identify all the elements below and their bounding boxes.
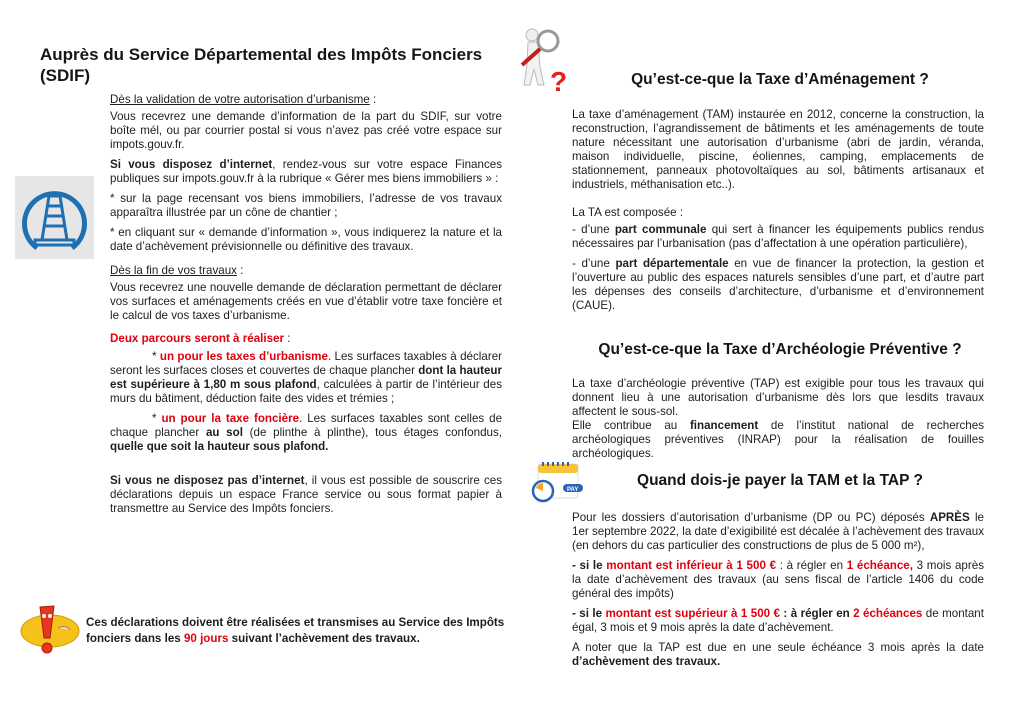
no-internet-para: Si vous ne disposez pas d’internet, il vous est possible de souscrire ces déclarations depuis un espace France service ou sous format papier à transmettre au Service des Impôts fonciers.: [110, 474, 502, 515]
ta-composition: La TA est composée :: [572, 206, 684, 219]
tam-para: La taxe d’aménagement (TAM) instaurée en 2012, concerne la construction, la reconstruction, l’agrandissement de bâtiments et les aménagements de toute nature nécessitant une autorisation d’urbanisme (abri de jardin, véranda, maison individuelle, piscine, éoliennes, camping, emplacements de stationnement, panneaux photovoltaïques au sol, bâtiments artisanaux et industriels, méthanisation etc..).: [572, 108, 984, 191]
tap-section: [572, 377, 984, 467]
pay-intro: Pour les dossiers d’autorisation d’urbanisme (DP ou PC) déposés APRÈS le 1er septembre 2022, la date d’exigibilité est décalée à l’achèvement des travaux (en dehors du cas particulier des constructions de plus de 5 000 m²),: [572, 511, 985, 552]
sdif-section: Dès la validation de votre autorisation d’urbanisme : Vous recevrez une demande d’information de la part du SDIF, sur votre boîte mél, ou par courrier postal si vous n’avez pas créé votre espace sur impots.gouv.fr. Si vous disposez d’internet, rendez-vous sur votre espace Finances publiques sur impots.gouv.fr à la rubrique « Gérer mes biens immobiliers » : * sur la page recensant vos biens immobiliers, l’adresse de vos travaux apparaîtra illustrée par un cône de chantier ; * en cliquant sur « demande d’information », vous indiquerez la nature et la date d’achèvement prévisionnelle ou définitive des travaux. Dès la fin de vos travaux : Vous recevrez une nouvelle demande de déclaration permettant de déclarer vos surfaces et aménagements créés en vue d’établir votre taxe foncière et le calcul de vos taxes d’urbanisme. Deux parcours seront à réaliser : * un pour les taxes d’urbanisme. Les surfaces taxables à déclarer seront les surfaces closes et couvertes de chaque plancher dont la hauteur est supérieure à 1,80 m sous plafond, calculées à partir de l’intérieur des murs du bâtiment, déduction faite des vides et trémies ; * un pour la taxe foncière. Les surfaces taxables sont celles de chaque plancher au sol (de plinthe à plinthe), tous étages confondus, quelle que soit la hauteur sous plafond. Si vous ne disposez pas d’internet, il vous est possible de souscrire ces déclarations depuis un espace France service ou sous format papier à transmettre au Service des Impôts fonciers.: [110, 93, 503, 515]
rule-under-1500: - si le montant est inférieur à 1 500 € : à régler en 1 échéance, 3 mois après la date d’achèvement des travaux (au sens fiscal de l’article 1406 du code général des impôts): [572, 559, 984, 600]
traffic-cone-icon: [15, 176, 94, 259]
deadline-notice: Ces déclarations doivent être réalisées et transmises au Service des Impôts fonciers dans les 90 jours suivant l’achèvement des travaux.: [86, 616, 505, 645]
parcours-heading: Deux parcours seront à réaliser :: [110, 332, 291, 345]
rule-over-1500: - si le montant est supérieur à 1 500 € : à régler en 2 échéances de montant égal, 3 mois et 9 mois après la date d’achèvement.: [572, 607, 984, 634]
part-departementale: - d’une part départementale en vue de financer la protection, la gestion et l’ouverture au public des espaces naturels sensibles d’une part, et d’autre part les dépenses des conseils d’architecture, d’urbanisme et d’environnement (CAUE).: [572, 257, 984, 312]
tap-title: Qu’est-ce-que la Taxe d’Archéologie Préventive ?: [598, 341, 962, 358]
parcours-fonciere: * un pour la taxe foncière. Les surfaces taxables sont celles de chaque plancher au sol (de plinthe à plinthe), tous étages confondus, quelle que soit la hauteur sous plafond.: [110, 412, 503, 453]
tam-title: Qu’est-ce-que la Taxe d’Aménagement ?: [631, 71, 929, 88]
left-page-title: Auprès du Service Départemental des Impôts Fonciers (SDIF): [40, 45, 483, 85]
pay-title: Quand dois-je payer la TAM et la TAP ?: [637, 472, 923, 489]
fin-travaux-para: Vous recevrez une nouvelle demande de déclaration permettant de déclarer vos surfaces et aménagements créés en vue d’établir votre taxe foncière et le calcul de vos taxes d’urbanisme.: [110, 281, 502, 322]
tap-para: La taxe d’archéologie préventive (TAP) est exigible pour tous les travaux qui donnent lieu à une autorisation d’urbanisme dès lors que lesdits travaux affectent le sous-sol.: [572, 377, 984, 418]
bullet-demande: * en cliquant sur « demande d’information », vous indiquerez la nature et la date d’achèvement prévisionnelle ou définitive des travaux.: [110, 226, 502, 253]
svg-text:?: ?: [550, 66, 568, 97]
internet-para: Si vous disposez d’internet, rendez-vous sur votre espace Finances publiques sur impots.gouv.fr à la rubrique « Gérer mes biens immobiliers » :: [110, 158, 502, 185]
svg-text:PAY: PAY: [567, 487, 579, 493]
calendar-pay-icon: [530, 460, 585, 505]
fin-travaux-heading: Dès la fin de vos travaux: [110, 264, 237, 277]
tam-section: [572, 108, 984, 319]
tap-inrap: Elle contribue au financement de l’institut national de recherches archéologiques préventives (INRAP) pour la réalisation de fouilles archéologiques.: [572, 419, 984, 460]
tap-note: A noter que la TAP est due en une seule échéance 3 mois après la date d’achèvement des travaux.: [572, 641, 984, 668]
validation-para: Vous recevrez une demande d’information de la part du SDIF, sur votre boîte mél, ou par courrier postal si vous n’avez pas créé votre espace sur impots.gouv.fr.: [110, 110, 502, 151]
part-communale: - d’une part communale qui sert à financer les équipements publics rendus nécessaires par l’urbanisation (pas d’affectation à une opération particulière),: [572, 223, 984, 250]
parcours-urbanisme: * un pour les taxes d’urbanisme. Les surfaces taxables à déclarer seront les surfaces closes et couvertes de chaque plancher dont la hauteur est supérieure à 1,80 m sous plafond, calculées à partir de l’intérieur des murs du bâtiment, déduction faite des vides et trémies ;: [110, 350, 503, 405]
validation-heading: Dès la validation de votre autorisation d’urbanisme: [110, 93, 370, 106]
pay-section: [572, 511, 984, 675]
magnifier-question-icon: [518, 25, 570, 97]
exclamation-mascot-icon: [18, 604, 80, 656]
bullet-cone: * sur la page recensant vos biens immobiliers, l’adresse de vos travaux apparaîtra illustrée par un cône de chantier ;: [110, 192, 502, 219]
